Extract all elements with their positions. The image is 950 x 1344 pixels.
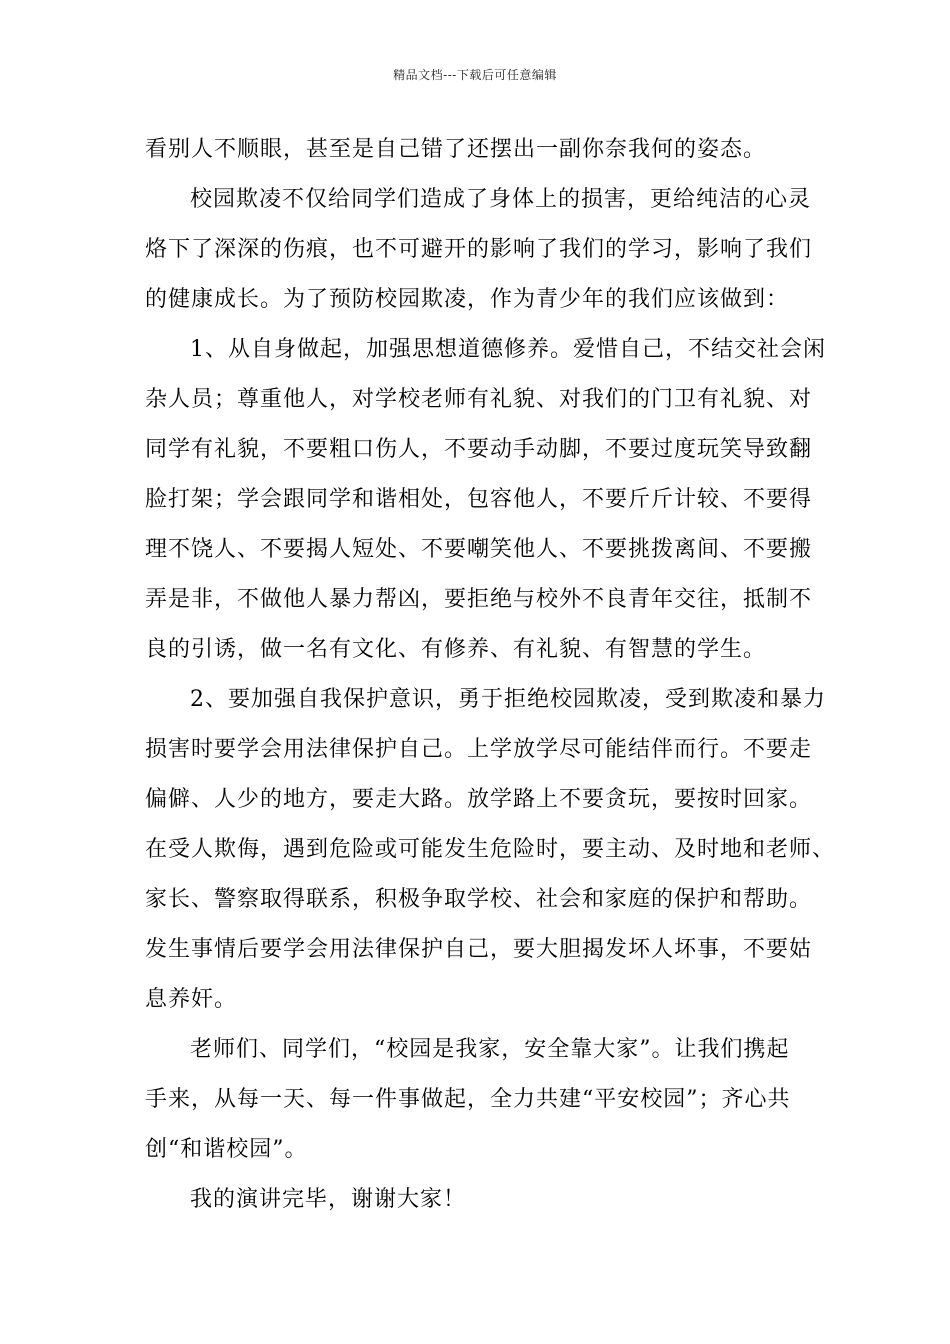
text-line: 脸打架；学会跟同学和谐相处，包容他人，不要斤斤计较、不要得 xyxy=(145,487,813,512)
text-line: 损害时要学会用法律保护自己。上学放学尽可能结伴而行。不要走 xyxy=(145,737,813,762)
text-line: 弄是非，不做他人暴力帮凶，要拒绝与校外不良青年交往，抵制不 xyxy=(145,587,813,612)
text-line: 看别人不顺眼，甚至是自己错了还摆出一副你奈我何的姿态。 xyxy=(145,137,767,162)
text-line: 理不饶人、不要揭人短处、不要嘲笑他人、不要挑拨离间、不要搬 xyxy=(145,537,813,562)
text-line: 同学有礼貌，不要粗口伤人，不要动手动脚，不要过度玩笑导致翻 xyxy=(145,437,813,462)
text-line: 在受人欺侮，遇到危险或可能发生危险时，要主动、及时地和老师、 xyxy=(145,837,836,862)
closing-line: 我的演讲完毕，谢谢大家！ xyxy=(190,1187,467,1212)
page-header: 精品文档---下载后可任意编辑 xyxy=(393,68,557,82)
text-line: 家长、警察取得联系，积极争取学校、社会和家庭的保护和帮助。 xyxy=(145,887,813,912)
text-line: 息养奸。 xyxy=(145,987,238,1012)
paragraph-start-line: 校园欺凌不仅给同学们造成了身体上的损害，更给纯洁的心灵 xyxy=(190,187,812,212)
paragraph-start-line: 1、从自身做起，加强思想道德修养。爱惜自己，不结交社会闲 xyxy=(190,337,826,362)
text-line: 良的引诱，做一名有文化、有修养、有礼貌、有智慧的学生。 xyxy=(145,637,767,662)
paragraph-start-line: 老师们、同学们，“校园是我家，安全靠大家”。让我们携起 xyxy=(190,1037,790,1062)
text-line: 发生事情后要学会用法律保护自己，要大胆揭发坏人坏事，不要姑 xyxy=(145,937,813,962)
text-line: 手来，从每一天、每一件事做起，全力共建“平安校园”；齐心共 xyxy=(145,1087,791,1112)
text-line: 杂人员；尊重他人，对学校老师有礼貌、对我们的门卫有礼貌、对 xyxy=(145,387,813,412)
paragraph-start-line: 2、要加强自我保护意识，勇于拒绝校园欺凌，受到欺凌和暴力 xyxy=(190,687,826,712)
text-line: 的健康成长。为了预防校园欺凌，作为青少年的我们应该做到： xyxy=(145,287,790,312)
text-line: 创“和谐校园”。 xyxy=(145,1137,308,1162)
text-line: 烙下了深深的伤痕，也不可避开的影响了我们的学习，影响了我们 xyxy=(145,237,813,262)
text-line: 偏僻、人少的地方，要走大路。放学路上不要贪玩，要按时回家。 xyxy=(145,787,813,812)
